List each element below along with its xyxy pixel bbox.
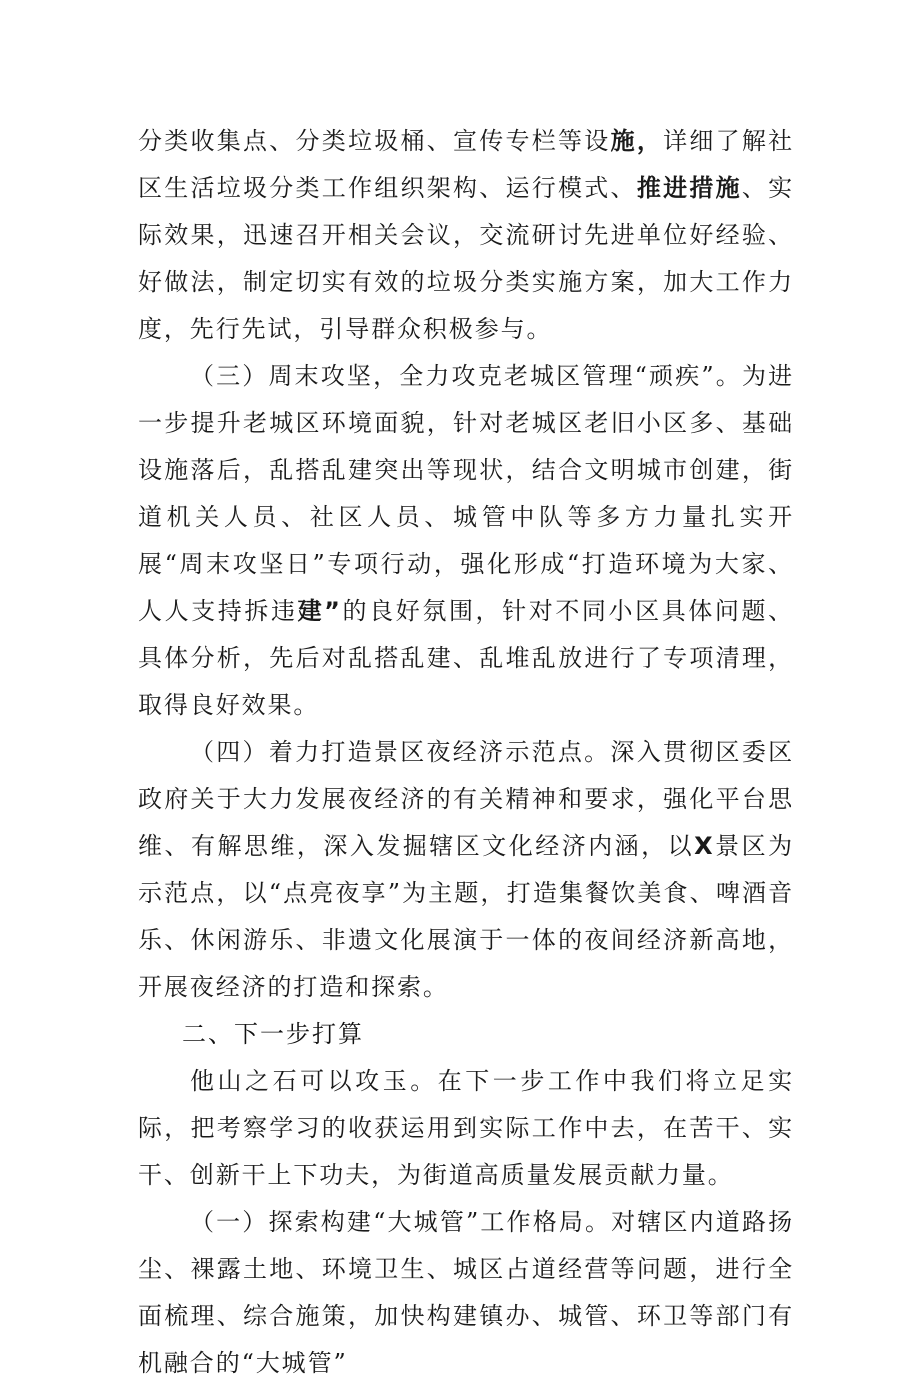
paragraph-continuation xyxy=(138,118,794,353)
text-segment: （三）周末攻坚，全力攻克老城区管理“顽疾”。为进一步提升老城区环境面貌，针对老城区老旧小区多、基础设施落后，乱搭乱建突出等现状，结合文明城市创建，街道机关人员、社区人员、城管中队等多方力量扎实开展“周末攻坚日”专项行动，强化形成“打造环境为大家、人人支持拆违 xyxy=(138,362,794,625)
paragraph-big-city-management xyxy=(138,1199,794,1387)
document-body xyxy=(138,118,794,1387)
bold-text-segment: 建” xyxy=(297,597,342,625)
bold-text-segment: 推进措施 xyxy=(636,174,742,202)
text-segment: （四）着力打造景区夜经济示范点。深入贯彻区委区政府关于大力发展夜经济的有关精神和要求，强化平台思维、有解思维，深入发掘辖区文化经济内涵，以 xyxy=(138,738,794,860)
text-segment: （一）探索构建“大城管”工作格局。对辖区内道路扬尘、裸露土地、环境卫生、城区占道经营等问题，进行全面梳理、综合施策，加快构建镇办、城管、环卫等部门有机融合的“大城管” xyxy=(138,1208,794,1377)
paragraph-next-steps-intro xyxy=(138,1058,794,1199)
heading-text: 二、下一步打算 xyxy=(182,1020,364,1048)
text-segment: 他山之石可以攻玉。在下一步工作中我们将立足实际，把考察学习的收获运用到实际工作中去，在苦干、实干、创新干上下功夫，为街道高质量发展贡献力量。 xyxy=(138,1067,794,1189)
text-segment: 的良好氛围，针对不同小区具体问题、具体分析，先后对乱搭乱建、乱堆乱放进行了专项清理，取得良好效果。 xyxy=(138,597,794,719)
paragraph-weekend-campaign xyxy=(138,353,794,729)
bold-text-segment: 施， xyxy=(610,127,664,155)
text-segment: 、实际效果，迅速召开相关会议，交流研讨先进单位好经验、好做法，制定切实有效的垃圾分类实施方案，加大工作力度，先行先试，引导群众积极参与。 xyxy=(138,174,794,343)
text-segment: 分类收集点、分类垃圾桶、宣传专栏等设 xyxy=(138,127,611,155)
paragraph-night-economy xyxy=(138,729,794,1011)
bold-text-segment: X xyxy=(694,832,715,860)
section-heading xyxy=(138,1011,794,1058)
text-segment: 详细了解社区生活垃圾分类工作组织架构、运行模式、 xyxy=(138,127,794,202)
text-segment: 景区为示范点，以“点亮夜享”为主题，打造集餐饮美食、啤酒音乐、休闲游乐、非遗文化展演于一体的夜间经济新高地，开展夜经济的打造和探索。 xyxy=(138,832,794,1001)
